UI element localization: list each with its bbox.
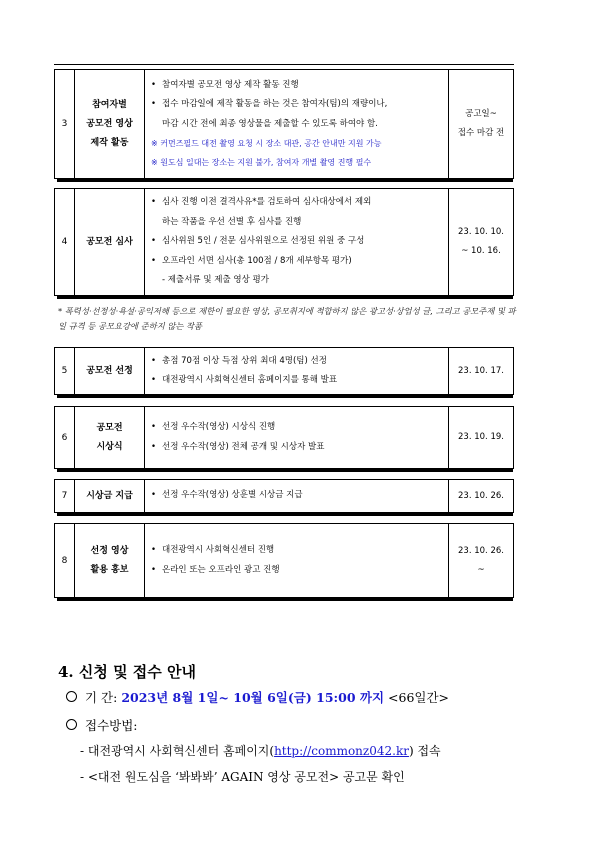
step-title: 공모전 심사 (75, 189, 145, 295)
period-duration: <66일간> (388, 690, 450, 705)
step-title: 참여자별 공모전 영상 제작 활동 (75, 70, 145, 178)
step-date: 23. 10. 26. ~ (458, 545, 504, 575)
step-number: 4 (55, 189, 75, 295)
step-title: 공모전 시상식 (75, 407, 145, 468)
step-date: 공고일~ 접수 마감 전 (457, 109, 505, 138)
step-detail-line: • 선정 우수작(영상) 상훈별 시상금 지급 (151, 486, 442, 506)
method-item-suffix: ) 접속 (408, 744, 441, 758)
circle-bullet-icon (66, 691, 77, 702)
step-date: 23. 10. 17. (458, 365, 504, 376)
step-detail-line: • 참여자별 공모전 영상 제작 활동 진행 (151, 76, 442, 96)
step-number: 7 (55, 480, 75, 512)
step-detail-line: • 심사위원 5인 / 전문 심사위원으로 선정된 위원 중 구성 (151, 232, 442, 252)
step-number: 3 (55, 70, 75, 178)
step-detail-line: 하는 작품을 우선 선별 후 심사를 진행 (162, 216, 302, 227)
schedule-step (54, 523, 514, 598)
method-item-homepage (80, 742, 441, 759)
period-row (66, 688, 449, 706)
step-detail-line: • 오프라인 서면 심사(총 100점 / 8개 세부항목 평가) (151, 252, 442, 272)
step-details (145, 407, 449, 468)
step-details (145, 348, 449, 394)
section-title: 4. 신청 및 접수 안내 (58, 663, 196, 681)
step-date: 23. 10. 19. (458, 432, 504, 442)
step-detail-line: • 대전광역시 사회혁신센터 진행 (151, 541, 442, 561)
schedule-step (54, 406, 514, 469)
step-title: 시상금 지급 (75, 480, 145, 512)
schedule-step (54, 347, 514, 395)
step-detail-line: • 선정 우수작(영상) 전체 공개 및 시상자 발표 (151, 438, 442, 458)
method-label: 접수방법: (85, 718, 138, 733)
step-detail-line: - 제출서류 및 제출 영상 평가 (162, 275, 269, 286)
step-title: 선정 영상 활용 홍보 (75, 524, 145, 597)
step-detail-line: • 대전광역시 사회혁신센터 홈페이지를 통해 발표 (151, 371, 442, 391)
schedule-step (54, 479, 514, 513)
step-details (145, 70, 449, 178)
step-detail-line: ※ 원도심 일대는 장소는 지원 불가, 참여자 개별 촬영 진행 필수 (151, 158, 372, 168)
step-number: 5 (55, 348, 75, 394)
step-details (145, 480, 449, 512)
step-detail-line: • 심사 진행 이전 결격사유*를 검토하여 심사대상에서 제외 (151, 193, 442, 213)
method-row (66, 716, 138, 734)
period-value: 2023년 8월 1일~ 10월 6일(금) 15:00 까지 (121, 690, 385, 705)
step-detail-line: • 선정 우수작(영상) 시상식 진행 (151, 418, 442, 438)
step-detail-line: • 온라인 또는 오프라인 광고 진행 (151, 561, 442, 581)
step-detail-line: • 접수 마감일에 제작 활동을 하는 것은 참여자(팀)의 재량이나, (151, 95, 442, 115)
step-detail-line: 마감 시간 전에 최종 영상물을 제출할 수 있도록 하여야 함. (162, 118, 378, 129)
step-number: 8 (55, 524, 75, 597)
method-item-prefix: - 대전광역시 사회혁신센터 홈페이지( (80, 744, 275, 758)
step-number: 6 (55, 407, 75, 468)
step-date: 23. 10. 10. ~ 10. 16. (458, 227, 504, 256)
schedule-step (54, 188, 514, 296)
step-detail-line: ※ 커먼즈필드 대전 촬영 요청 시 장소 대관, 공간 안내만 지원 가능 (151, 139, 382, 149)
disqualification-note: * 폭력성·선정성·욕설·공익저해 등으로 제한이 필요한 영상, 공모취지에 적합하지 않은 광고성·상업성 글, 그리고 공모주제 및 파일 규격 등 공모요강에 준하지 않는 작품 (58, 306, 516, 331)
homepage-link[interactable]: http://commonz042.kr (274, 744, 409, 758)
period-label: 기 간: (85, 690, 118, 705)
schedule-step (54, 69, 514, 179)
step-details (145, 524, 449, 597)
top-rule (54, 64, 514, 65)
step-title: 공모전 선정 (75, 348, 145, 394)
method-item-notice: - <대전 원도심을 ‘봐봐봐’ AGAIN 영상 공모전> 공고문 확인 (80, 770, 405, 784)
step-date: 23. 10. 26. (458, 490, 504, 501)
step-details (145, 189, 449, 295)
step-detail-line: • 총점 70점 이상 득점 상위 최대 4명(팀) 선정 (151, 352, 442, 372)
circle-bullet-icon (66, 719, 77, 730)
